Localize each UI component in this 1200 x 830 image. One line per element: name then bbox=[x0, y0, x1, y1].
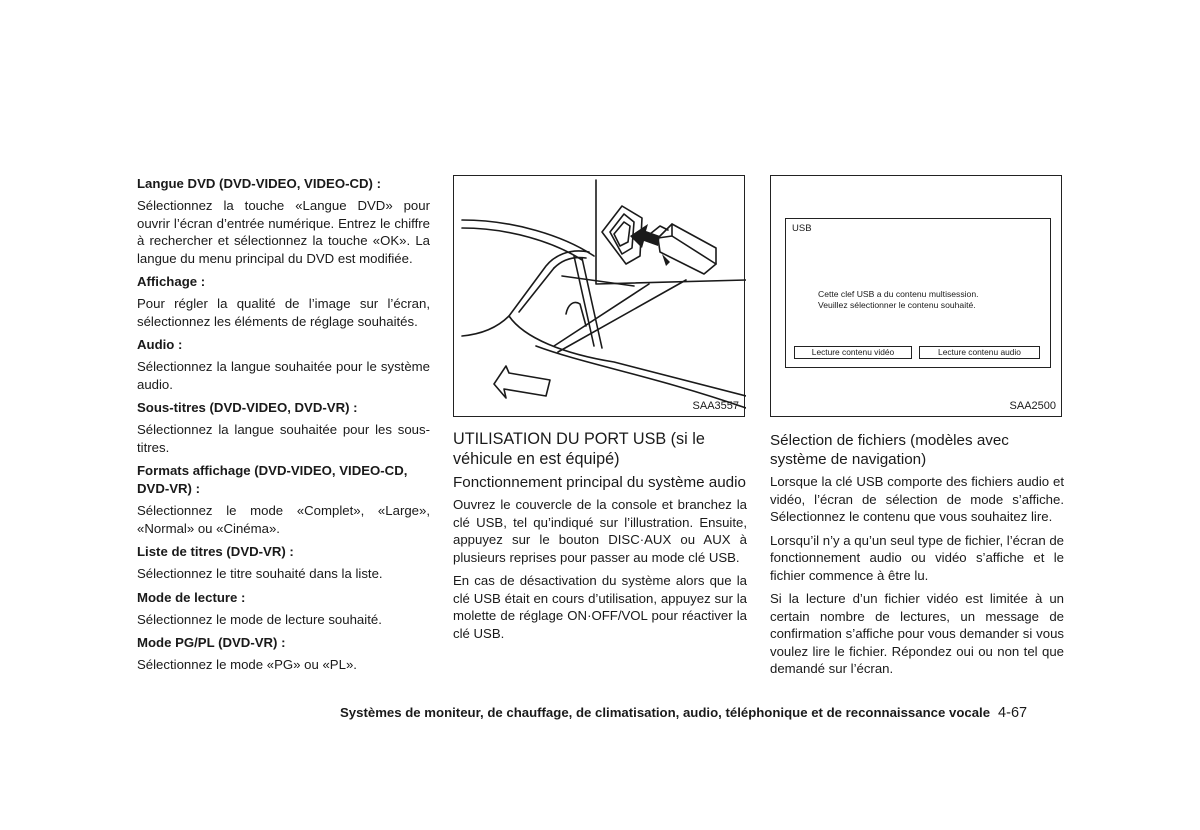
section-text: Sélectionnez le mode «PG» ou «PL». bbox=[137, 657, 357, 672]
play-video-button[interactable]: Lecture contenu vidéo bbox=[794, 346, 912, 359]
section-heading: Audio : bbox=[137, 337, 183, 352]
section-heading: Formats affichage (DVD-VIDEO, VIDEO-CD, DVD-VR) : bbox=[137, 463, 408, 496]
section-heading: Affichage : bbox=[137, 274, 206, 289]
section-subtitle: Fonctionnement principal du système audio bbox=[453, 474, 746, 491]
section-text: Sélectionnez la langue souhaitée pour les sous-titres. bbox=[137, 422, 430, 455]
usb-selection-screen bbox=[785, 218, 1051, 368]
usb-port-illustration bbox=[453, 175, 745, 417]
page-footer bbox=[340, 705, 1027, 721]
section-heading: Sous-titres (DVD-VIDEO, DVD-VR) : bbox=[137, 400, 358, 415]
chapter-title: Systèmes de moniteur, de chauffage, de climatisation, audio, téléphonique et de reconnaissance vocale bbox=[340, 705, 991, 720]
left-column bbox=[137, 175, 430, 680]
section-heading: Langue DVD (DVD-VIDEO, VIDEO-CD) : bbox=[137, 176, 381, 191]
paragraph: Ouvrez le couvercle de la console et branchez la clé USB, tel qu’indiqué sur l’illustration. Ensuite, appuyez sur le bouton DISC·AUX ou AUX à plusieurs reprises pour passer au mode clé USB. bbox=[453, 497, 747, 565]
section-title: UTILISATION DU PORT USB (si le véhicule en est équipé) bbox=[453, 430, 705, 468]
section-heading: Liste de titres (DVD-VR) : bbox=[137, 544, 294, 559]
usb-screen-illustration bbox=[770, 175, 1062, 417]
figure-code: SAA3557 bbox=[692, 400, 739, 412]
section-heading: Mode PG/PL (DVD-VR) : bbox=[137, 635, 286, 650]
usb-console-drawing bbox=[454, 176, 746, 418]
right-column bbox=[770, 175, 1064, 684]
section-heading: Mode de lecture : bbox=[137, 589, 246, 605]
section-text: Sélectionnez le mode «Complet», «Large», «Normal» ou «Cinéma». bbox=[137, 503, 430, 536]
screen-message bbox=[818, 289, 979, 311]
paragraph: Si la lecture d’un fichier vidéo est limitée à un certain nombre de lectures, un message de confirmation s’affiche pour vous demander si vous voulez lire le fichier. Répondez oui ou non tel que demandé sur l’écran. bbox=[770, 591, 1064, 676]
section-title: Sélection de fichiers (modèles avec système de navigation) bbox=[770, 432, 1009, 468]
paragraph: Lorsqu’il n’y a qu’un seul type de fichier, l’écran de fonctionnement audio ou vidéo s’affiche et le fichier commence à être lu. bbox=[770, 532, 1064, 583]
section-text: Sélectionnez le titre souhaité dans la liste. bbox=[137, 566, 383, 581]
middle-column bbox=[453, 175, 747, 648]
paragraph: En cas de désactivation du système alors que la clé USB était en cours d’utilisation, appuyez sur la molette de réglage ON·OFF/VOL pour réactiver la clé USB. bbox=[453, 573, 747, 641]
section-text: Sélectionnez la langue souhaitée pour le système audio. bbox=[137, 359, 430, 392]
figure-code: SAA2500 bbox=[1009, 400, 1056, 412]
section-text: Sélectionnez la touche «Langue DVD» pour ouvrir l’écran d’entrée numérique. Entrez le chiffre à rechercher et sélectionnez la touche «OK». La langue du menu principal du DVD est modifiée. bbox=[137, 198, 430, 266]
screen-title: USB bbox=[792, 223, 812, 234]
screen-message-line: Cette clef USB a du contenu multisession. bbox=[818, 289, 979, 299]
page-number: 4-67 bbox=[998, 705, 1028, 721]
play-audio-button[interactable]: Lecture contenu audio bbox=[919, 346, 1040, 359]
section-text: Sélectionnez le mode de lecture souhaité. bbox=[137, 611, 382, 627]
screen-message-line: Veuillez sélectionner le contenu souhaité. bbox=[818, 300, 976, 310]
section-text: Pour régler la qualité de l’image sur l’écran, sélectionnez les éléments de réglage souhaités. bbox=[137, 296, 430, 329]
paragraph: Lorsque la clé USB comporte des fichiers audio et vidéo, l’écran de sélection de mode s’affiche. Sélectionnez le contenu que vous souhaitez lire. bbox=[770, 474, 1064, 524]
